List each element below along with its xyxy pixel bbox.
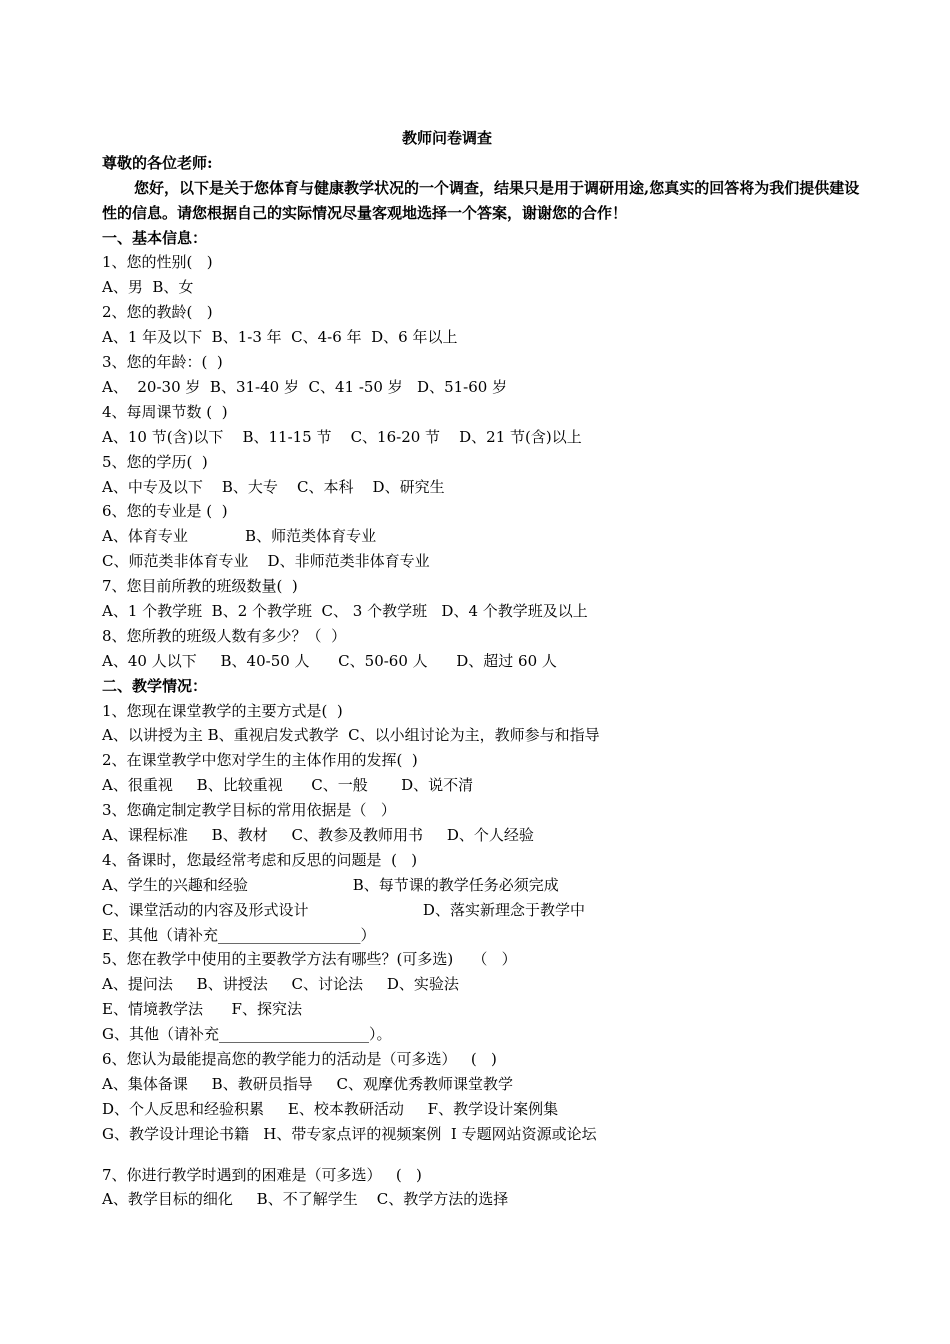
question-line: 6、您的专业是 ( ): [102, 502, 228, 521]
options-line: G、其他（请补充____________________）。: [102, 1025, 392, 1044]
section-teaching-heading: 二、教学情况：: [102, 676, 208, 695]
options-line: A、1 年及以下 B、1-3 年 C、4-6 年 D、6 年以上: [102, 328, 458, 347]
question-line: 6、您认为最能提高您的教学能力的活动是（可多选） ( ): [102, 1049, 497, 1068]
options-line: A、10 节(含)以下 B、11-15 节 C、16-20 节 D、21 节(含)以上: [102, 427, 582, 446]
question-line: 3、您确定制定教学目标的常用依据是（ ）: [102, 801, 396, 820]
paragraph-gap: [102, 1147, 862, 1163]
options-line: A、以讲授为主 B、重视启发式教学 C、以小组讨论为主，教师参与和指导: [102, 726, 600, 745]
section-basic-info-heading: 一、基本信息：: [102, 228, 208, 247]
question-line: 1、您现在课堂教学的主要方式是( ): [102, 701, 343, 720]
options-line: E、其他（请补充___________________）: [102, 925, 376, 944]
options-line: A、提问法 B、讲授法 C、讨论法 D、实验法: [102, 975, 459, 994]
options-line: C、课堂活动的内容及形式设计 D、落实新理念于教学中: [102, 900, 585, 919]
options-line: A、很重视 B、比较重视 C、一般 D、说不清: [102, 776, 474, 795]
options-line: A、课程标准 B、教材 C、教参及教师用书 D、个人经验: [102, 825, 534, 844]
document-page: [102, 126, 862, 1212]
question-line: 2、在课堂教学中您对学生的主体作用的发挥( ): [102, 751, 418, 770]
intro-paragraph: 您好，以下是关于您体育与健康教学状况的一个调查，结果只是用于调研用途,您真实的回答将为我们提供建设性的信息。请您根据自己的实际情况尽量客观地选择一个答案，谢谢您的合作！: [102, 178, 860, 222]
section-teaching: [102, 699, 862, 1213]
options-line: A、40 人以下 B、40-50 人 C、50-60 人 D、超过 60 人: [102, 651, 557, 670]
options-line: E、情境教学法 F、探究法: [102, 1000, 302, 1019]
options-line: A、学生的兴趣和经验 B、每节课的教学任务必须完成: [102, 875, 559, 894]
options-line: D、个人反思和经验积累 E、校本教研活动 F、教学设计案例集: [102, 1099, 559, 1118]
options-line: A、教学目标的细化 B、不了解学生 C、教学方法的选择: [102, 1190, 509, 1209]
question-line: 3、您的年龄：( ): [102, 353, 223, 372]
question-line: 5、您在教学中使用的主要教学方法有哪些？(可多选) （ ）: [102, 950, 517, 969]
options-line: A、男 B、女: [102, 278, 194, 297]
options-line: A、中专及以下 B、大专 C、本科 D、研究生: [102, 477, 445, 496]
options-line: A、1 个教学班 B、2 个教学班 C、 3 个教学班 D、4 个教学班及以上: [102, 601, 588, 620]
question-line: 8、您所教的班级人数有多少？（ ）: [102, 626, 347, 645]
options-line: A、集体备课 B、教研员指导 C、观摩优秀教师课堂教学: [102, 1074, 514, 1093]
question-line: 1、您的性别( ): [102, 253, 213, 272]
document-title: 教师问卷调查: [401, 129, 492, 147]
options-line: A、 20-30 岁 B、31-40 岁 C、41 -50 岁 D、51-60 岁: [102, 377, 508, 396]
section-basic-info: [102, 250, 862, 673]
options-line: C、师范类非体育专业 D、非师范类非体育专业: [102, 552, 430, 571]
question-line: 4、备课时，您最经常考虑和反思的问题是 ( ): [102, 850, 418, 869]
question-line: 5、您的学历( ): [102, 452, 208, 471]
options-line: G、教学设计理论书籍 H、带专家点评的视频案例 I 专题网站资源或论坛: [102, 1124, 597, 1143]
question-line: 7、你进行教学时遇到的困难是（可多选） ( ): [102, 1165, 422, 1184]
question-line: 4、每周课节数 ( ): [102, 402, 228, 421]
question-line: 7、您目前所教的班级数量( ): [102, 577, 298, 596]
question-line: 2、您的教龄( ): [102, 303, 213, 322]
options-line: A、体育专业 B、师范类体育专业: [102, 527, 377, 546]
greeting: 尊敬的各位老师:: [102, 153, 213, 172]
